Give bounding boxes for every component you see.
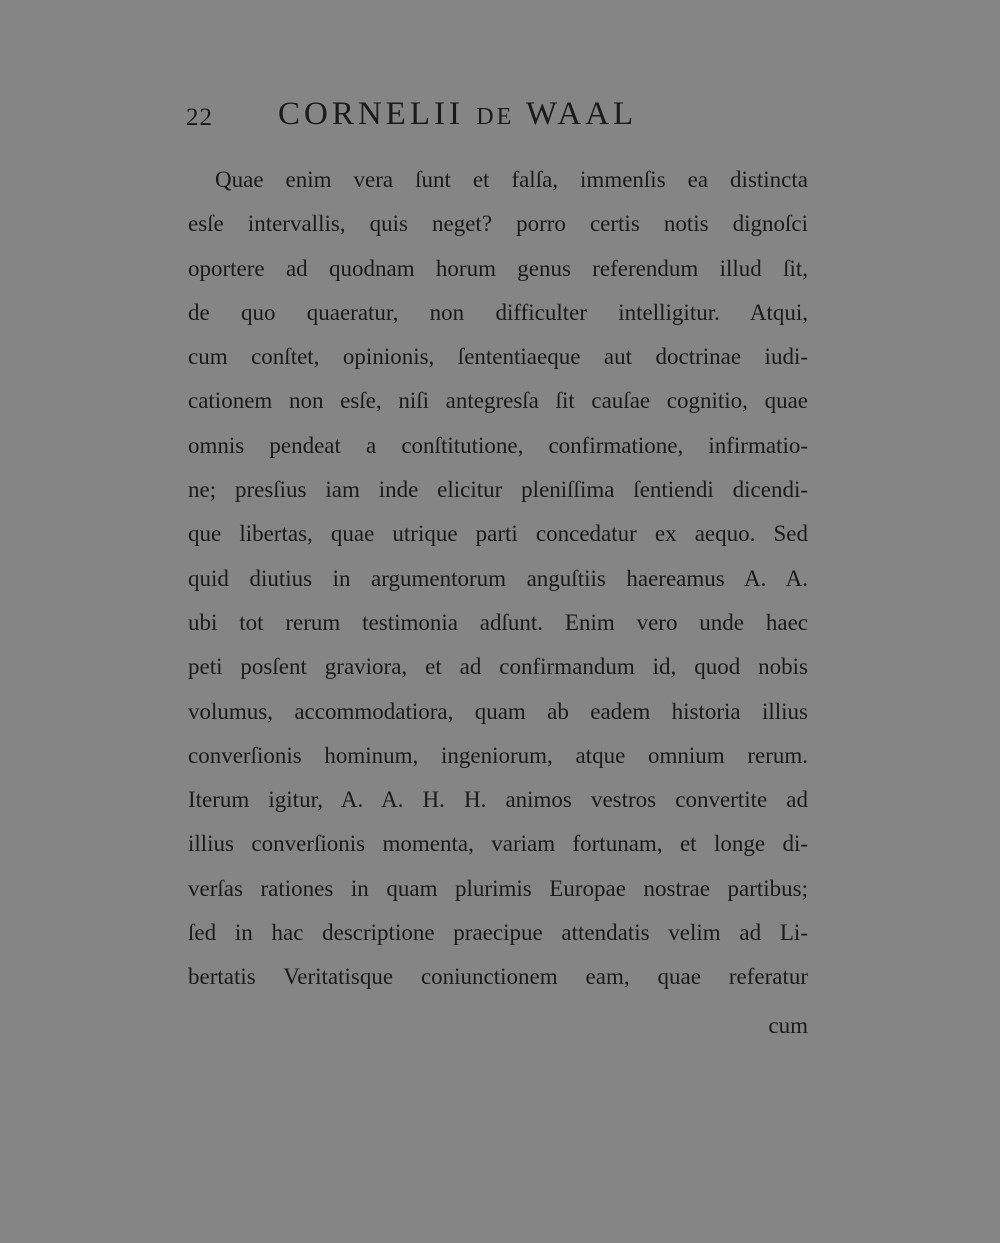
text-line: verſas rationes in quam plurimis Europae nostrae partibus; (188, 875, 808, 901)
running-title-surname: WAAL (514, 96, 638, 132)
body-text (188, 158, 808, 1000)
text-line: quid diutius in argumentorum anguſtiis haereamus A. A. (188, 565, 808, 591)
page-number: 22 (186, 104, 213, 131)
text-line: cationem non esſe, niſi antegresſa ſit cauſae cognitio, quae (188, 388, 808, 414)
text-line: ſed in hac descriptione praecipue attendatis velim ad Li- (188, 920, 808, 946)
text-line: converſionis hominum, ingeniorum, atque omnium rerum. (188, 742, 808, 768)
running-title-particle: DE (476, 104, 515, 130)
running-head (186, 96, 806, 140)
text-line: volumus, accommodatiora, quam ab eadem historia illius (188, 698, 808, 724)
text-line: cum conſtet, opinionis, ſententiaeque aut doctrinae iudi- (188, 344, 808, 370)
text-line: esſe intervallis, quis neget? porro certis notis dignoſci (188, 211, 808, 237)
text-line: Iterum igitur, A. A. H. H. animos vestros convertite ad (188, 787, 808, 813)
text-line: bertatis Veritatisque coniunctionem eam, quae referatur (188, 964, 808, 990)
running-title-author: CORNELII (278, 96, 477, 132)
text-line: peti posſent graviora, et ad confirmandum id, quod nobis (188, 654, 808, 680)
running-title (278, 96, 637, 133)
text-line: illius converſionis momenta, variam fortunam, et longe di- (188, 831, 808, 857)
text-line: Quae enim vera ſunt et falſa, immenſis ea distincta (215, 167, 808, 192)
text-line: de quo quaeratur, non difficulter intelligitur. Atqui, (188, 299, 808, 325)
text-line: oportere ad quodnam horum genus referendum illud ſit, (188, 255, 808, 281)
text-line: ubi tot rerum testimonia adſunt. Enim vero unde haec (188, 609, 808, 635)
text-line: que libertas, quae utrique parti concedatur ex aequo. Sed (188, 521, 808, 547)
text-line: ne; presſius iam inde elicitur pleniſſima ſentiendi dicendi- (188, 477, 808, 503)
catchword: cum (768, 1013, 808, 1038)
text-line: omnis pendeat a conſtitutione, confirmatione, infirmatio- (188, 432, 808, 458)
